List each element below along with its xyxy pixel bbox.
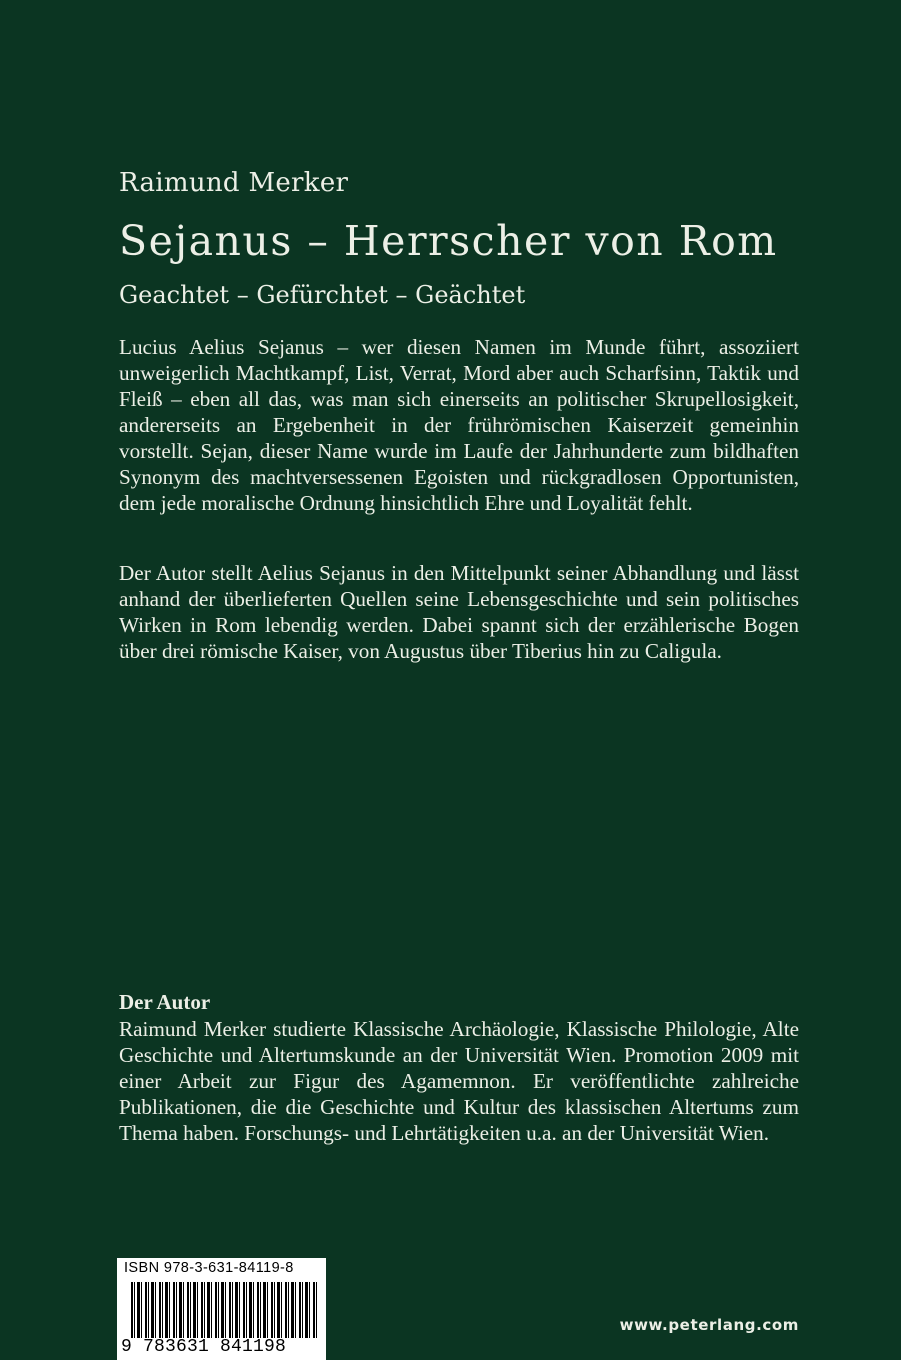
book-title: Sejanus – Herrscher von Rom [119,217,778,265]
barcode-bars [131,1282,317,1338]
blurb-paragraph-1: Lucius Aelius Sejanus – wer diesen Namen im Munde führt, assoziiert unweigerlich Machtkampf, List, Verrat, Mord aber auch Scharfsinn, Taktik und Fleiß – eben all das, was man sich einerseits an politischer Skrupellosigkeit, andererseits an Ergebenheit in der frührömischen Kaiserzeit gemeinhin vorstellt. Sejan, dieser Name wurde im Laufe der Jahrhunderte zum bildhaften Synonym des machtversessenen Egoisten und rückgradlosen Opportunisten, dem jede moralische Ordnung hinsichtlich Ehre und Loyalität fehlt. [119,335,799,515]
author-heading: Der Autor [119,990,211,1014]
isbn-barcode [117,1258,326,1360]
publisher-website: www.peterlang.com [619,1316,799,1334]
barcode-digits: 9 783631 841198 [121,1337,287,1357]
author-name: Raimund Merker [119,168,349,198]
author-bio: Raimund Merker studierte Klassische Archäologie, Klassische Philologie, Alte Geschichte und Altertumskunde an der Universität Wien. Promotion 2009 mit einer Arbeit zur Figur des Agamemnon. Er veröffentlichte zahlreiche Publikationen, die die Geschichte und Kultur des klassischen Altertums zum Thema haben. Forschungs- und Lehrtätigkeiten u.a. an der Universität Wien. [119,1017,799,1145]
blurb-paragraph-2: Der Autor stellt Aelius Sejanus in den Mittelpunkt seiner Abhandlung und lässt anhand der überlieferten Quellen seine Lebensgeschichte und sein politisches Wirken in Rom lebendig werden. Dabei spannt sich der erzählerische Bogen über drei römische Kaiser, von Augustus über Tiberius hin zu Caligula. [119,561,799,663]
book-subtitle: Geachtet – Gefürchtet – Geächtet [119,281,526,309]
isbn-label: ISBN 978-3-631-84119-8 [124,1260,294,1276]
